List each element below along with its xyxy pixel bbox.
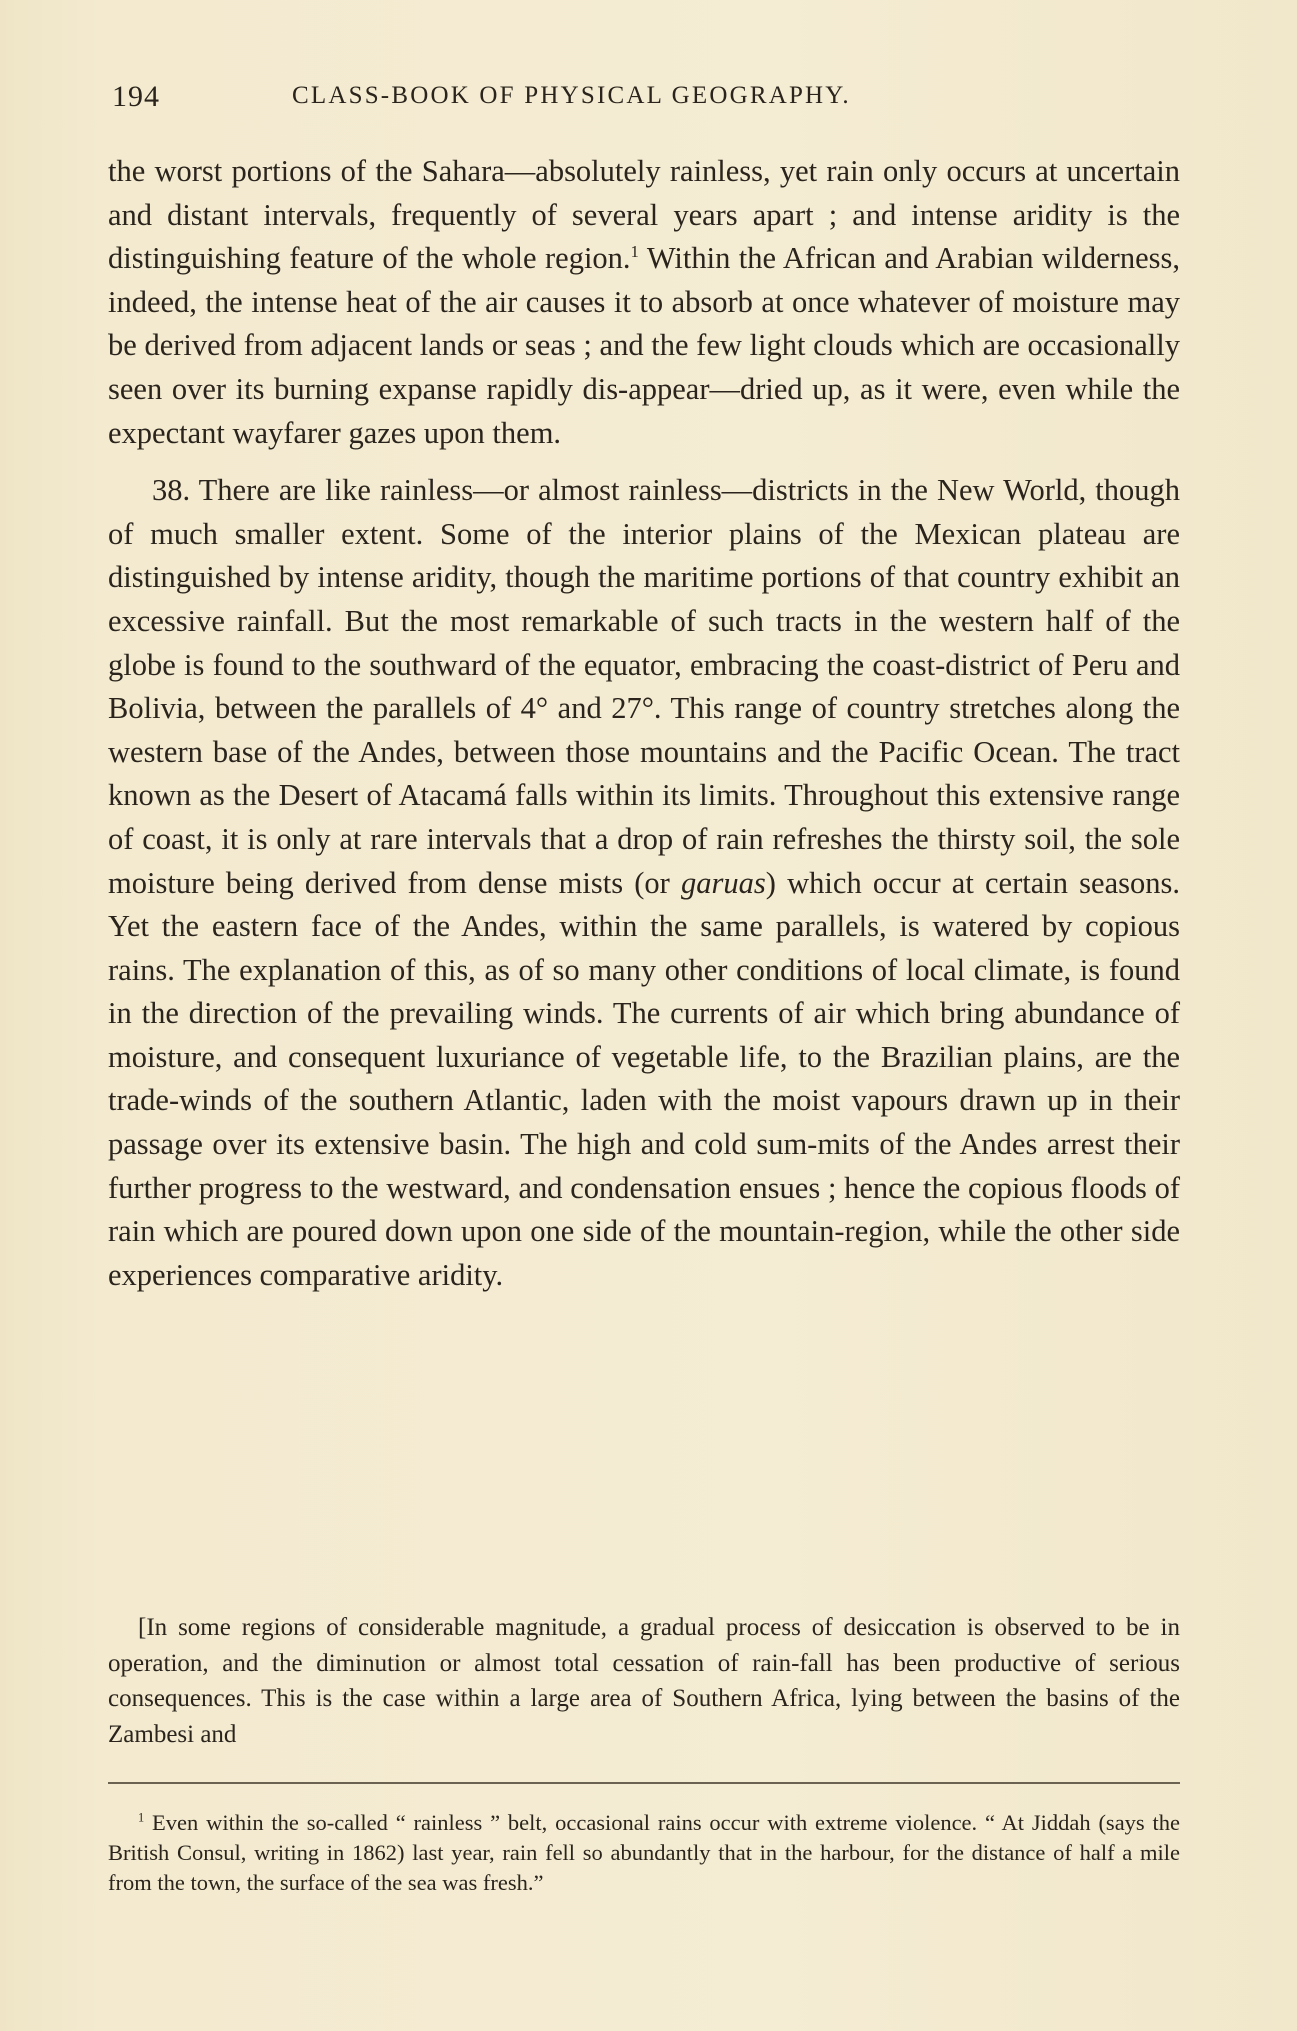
footnote-marker: 1 xyxy=(138,1810,145,1825)
running-head: CLASS-BOOK OF PHYSICAL GEOGRAPHY. xyxy=(292,82,851,109)
paragraph-text: 38. There are like rainless—or almost rainless—districts in the New World, though of much smaller extent. Some of the interior plains of the Mexican plateau are distinguished by intense aridity, though the maritime portions of that country exhibit an excessive rainfall. But the most remarkable of such tracts in the western half of the globe is found to the southward of the equator, embracing the coast-district of Peru and Bolivia, between the parallels of 4° and 27°. This range of country stretches along the western base of the Andes, between those mountains and the Pacific Ocean. The tract known as the Desert of Atacamá falls within its limits. Throughout this extensive range of coast, it is only at rare intervals that a drop of rain refreshes the thirsty soil, the sole moisture being derived from dense mists (or xyxy=(108,473,1180,900)
italic-term: garuas xyxy=(681,865,766,900)
paragraph-text-continued: Within the African and Arabian wilderness, indeed, the intense heat of the air causes it to absorb at once whatever of moisture may be derived from adjacent lands or seas ; and the few light clouds which are occasionally seen over its burning expanse rapidly dis-appear—dried up, as it were, even while the expectant wayfarer gazes upon them. xyxy=(108,241,1180,450)
page-number: 194 xyxy=(112,80,160,113)
footnote-divider xyxy=(108,1782,1180,1784)
paragraph-sahara xyxy=(108,150,1180,455)
footnote-text: Even within the so-called “ rainless ” belt, occasional rains occur with extreme violence. “ At Jiddah (says the British Consul, writing in 1862) last year, rain fell so abundantly that in the harbour, for the distance of half a mile from the town, the surface of the sea was fresh.” xyxy=(108,1810,1180,1895)
page-header xyxy=(112,80,1192,120)
main-text xyxy=(108,150,1180,1297)
footnote-reference: 1 xyxy=(630,242,639,262)
paragraph-text-continued: ) which occur at certain seasons. Yet the eastern face of the Andes, within the same parallels, is watered by copious rains. The explanation of this, as of so many other conditions of local climate, is found in the direction of the prevailing winds. The currents of air which bring abundance of moisture, and consequent luxuriance of vegetable life, to the Brazilian plains, are the trade-winds of the southern Atlantic, laden with the moist vapours drawn up in their passage over its extensive basin. The high and cold sum-mits of the Andes arrest their further progress to the westward, and condensation ensues ; hence the copious floods of rain which are poured down upon one side of the mountain-region, while the other side experiences comparative aridity. xyxy=(108,865,1180,1292)
footnote xyxy=(108,1808,1180,1898)
paragraph-38 xyxy=(108,469,1180,1297)
paragraph-text: the worst portions of the Sahara—absolutely rainless, yet rain only occurs at uncertain and distant intervals, frequently of several years apart ; and intense aridity is the distinguishing feature of the whole region. xyxy=(108,154,1180,276)
bracketed-note-paragraph: [In some regions of considerable magnitude, a gradual process of desiccation is observed to be in operation, and the diminution or almost total cessation of rain-fall has been productive of serious consequences. This is the case within a large area of Southern Africa, lying between the basins of the Zambesi and xyxy=(108,1614,1180,1748)
